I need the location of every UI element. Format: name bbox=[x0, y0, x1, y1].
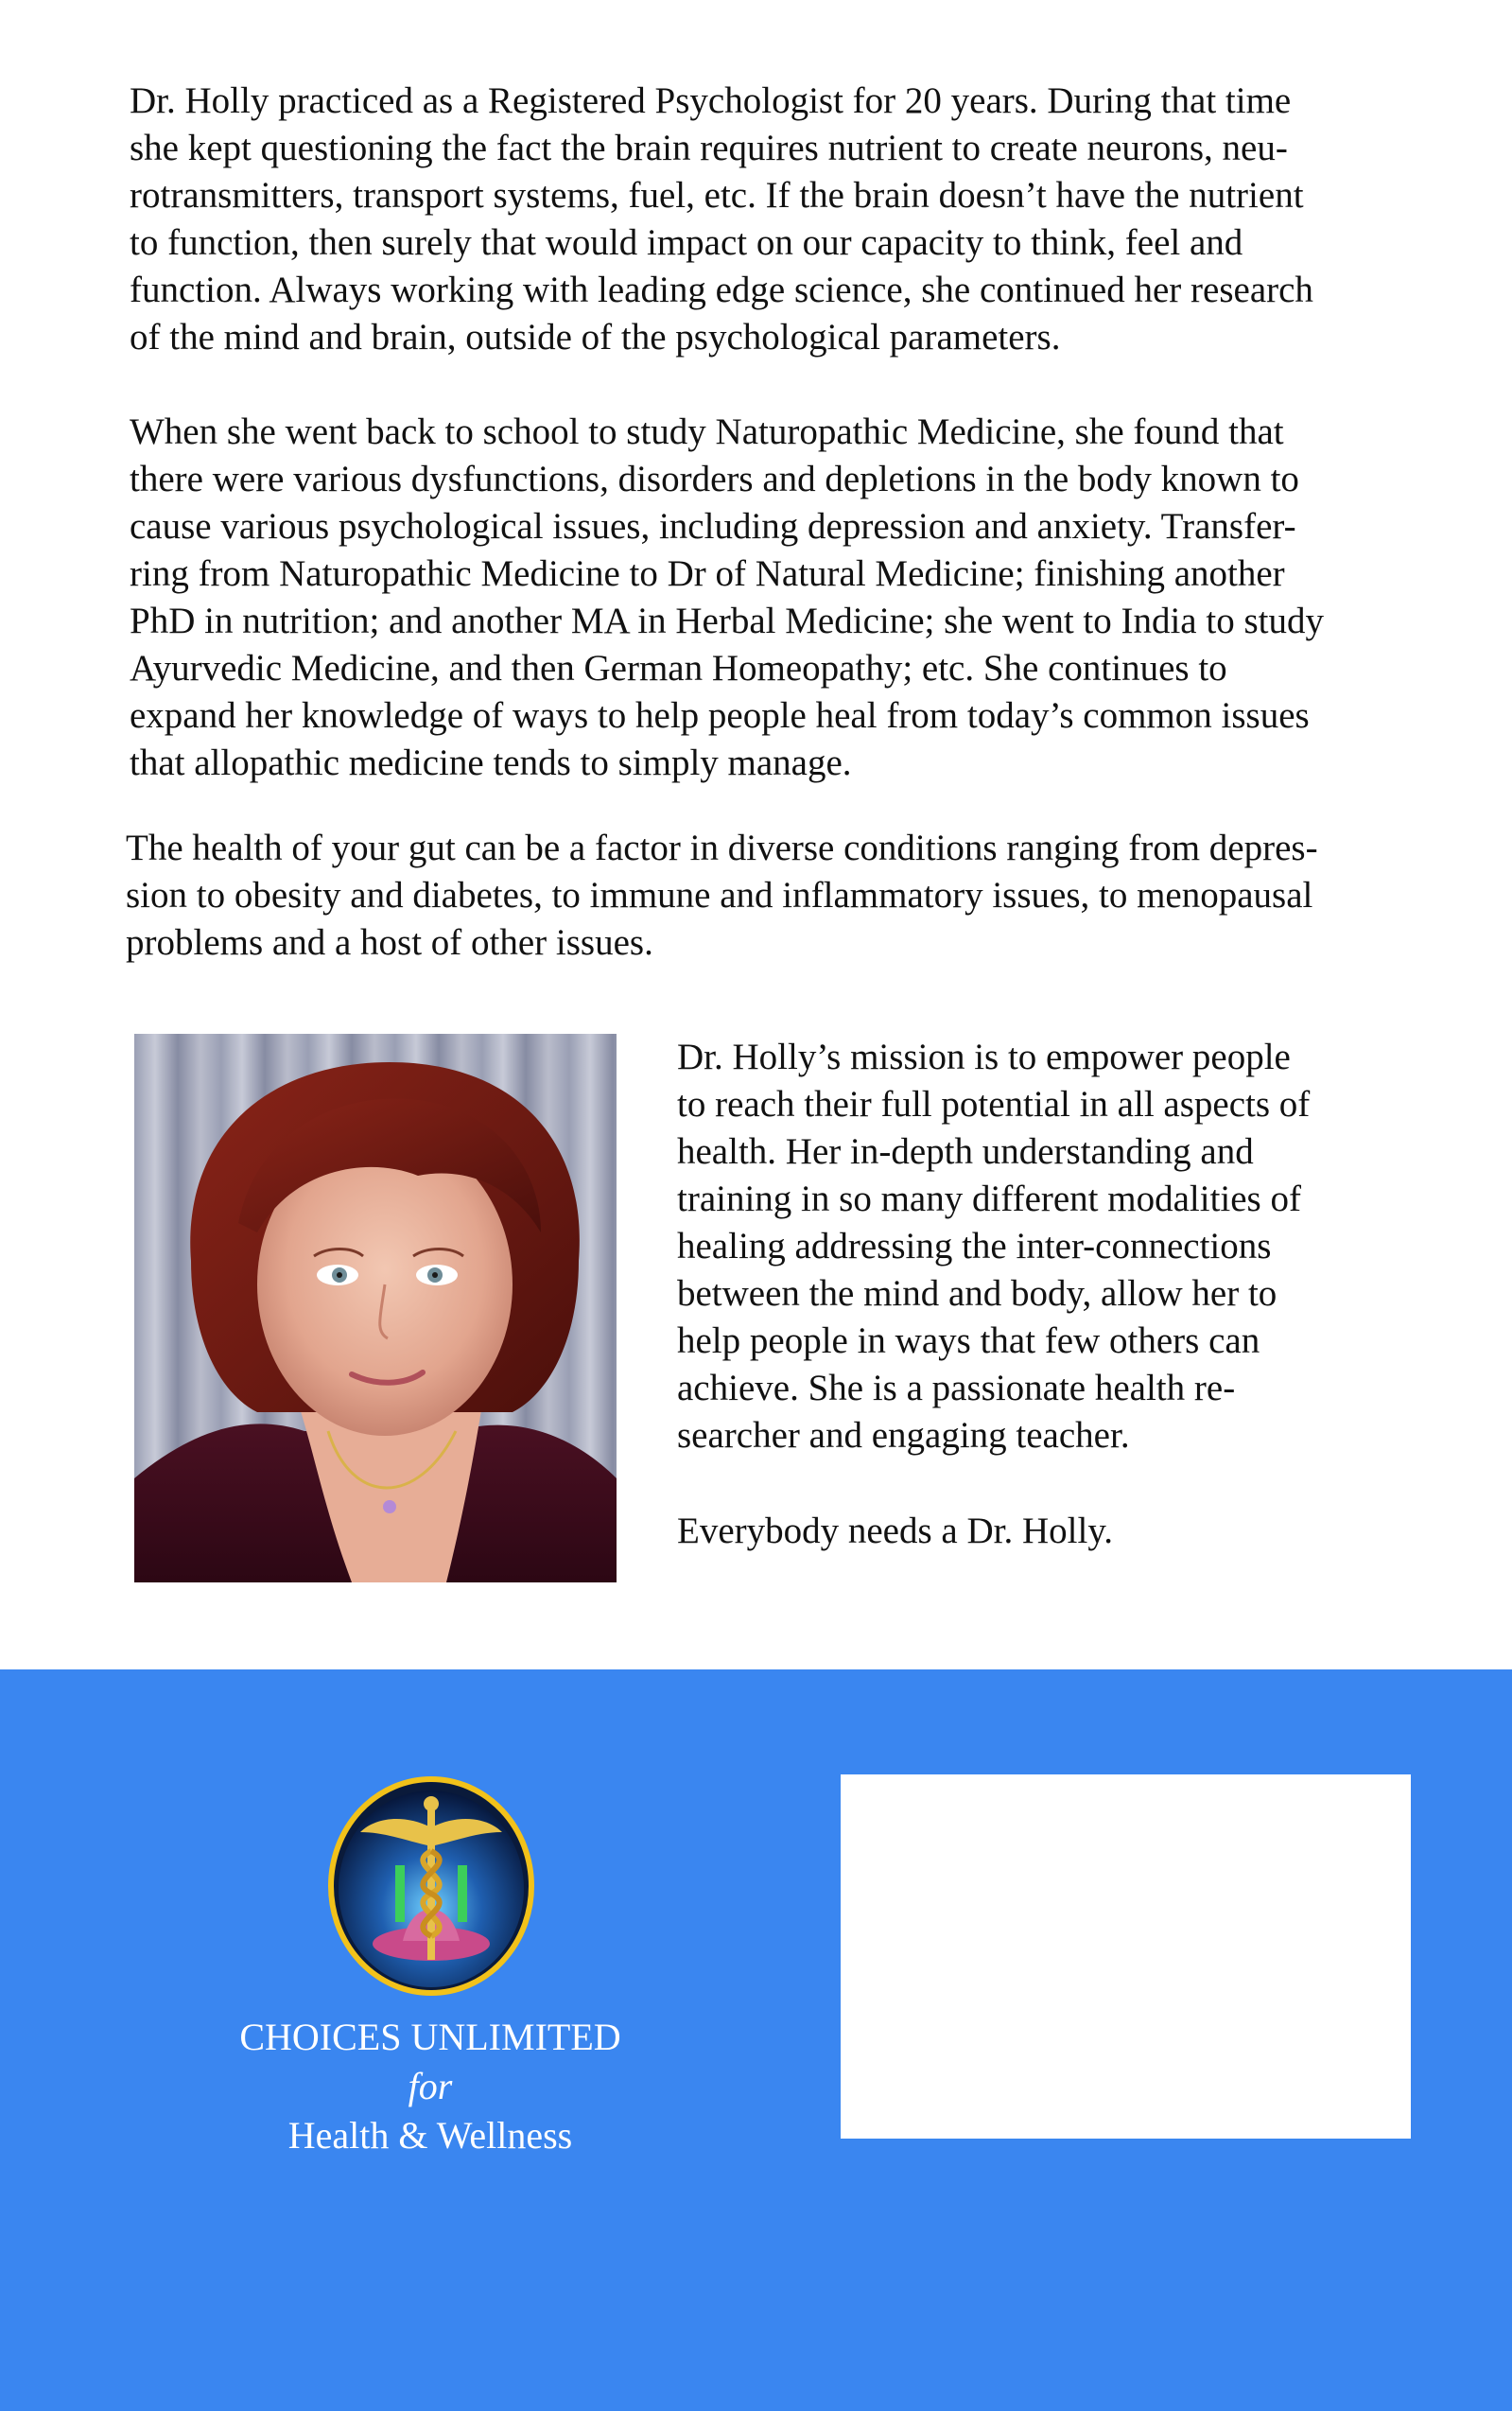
bio-paragraph-1: Dr. Holly practiced as a Registered Psychologist for 20 years. During that time she kept questioning the fact the brain requires nutrient to create neurons, neu- rotransmitters, transport systems, fuel, etc. If the brain doesn’t have the nutrient to function, then surely that would impact on our capacity to think, feel and function. Always working with leading edge science, she continued her research of the mind and brain, outside of the psychological parameters. bbox=[130, 80, 1313, 358]
brand-name bbox=[151, 2013, 709, 2160]
portrait-illustration bbox=[134, 1034, 617, 1582]
brand-line-1: CHOICES UNLIMITED bbox=[239, 2016, 621, 2058]
author-photo bbox=[134, 1034, 617, 1582]
caduceus-meditation-icon bbox=[327, 1775, 535, 1997]
bio-paragraph-2: When she went back to school to study Naturopathic Medicine, she found that there were various dysfunctions, disorders and depletions in the body known to cause various psychological issues, including depression and anxiety. Transfer- ring from Naturopathic Medicine to Dr of Natural Medicine; finishing another PhD in nutrition; and another MA in Herbal Medicine; she went to India to study Ayurvedic Medicine, and then German Homeopathy; etc. She continues to expand her knowledge of ways to help people heal from today’s common issues that allopathic medicine tends to simply manage. bbox=[130, 411, 1324, 783]
gut-health-paragraph: The health of your gut can be a factor in diverse conditions ranging from depres- sion to obesity and diabetes, to immune and inflammatory issues, to menopausal problems and a host of other issues. bbox=[126, 828, 1318, 963]
tagline: Everybody needs a Dr. Holly. bbox=[677, 1511, 1114, 1551]
mission-statement: Dr. Holly’s mission is to empower people to reach their full potential in all aspects of health. Her in-depth understanding and training in so many different modalities of healing addressing the inter-connections between the mind and body, allow her to help people in ways that few others can achieve. She is a passionate health re- searcher and engaging teacher. bbox=[677, 1037, 1311, 1456]
brand-line-3: Health & Wellness bbox=[287, 2114, 573, 2157]
brand-line-2: for bbox=[408, 2065, 453, 2107]
barcode-placeholder-box bbox=[841, 1774, 1411, 2139]
